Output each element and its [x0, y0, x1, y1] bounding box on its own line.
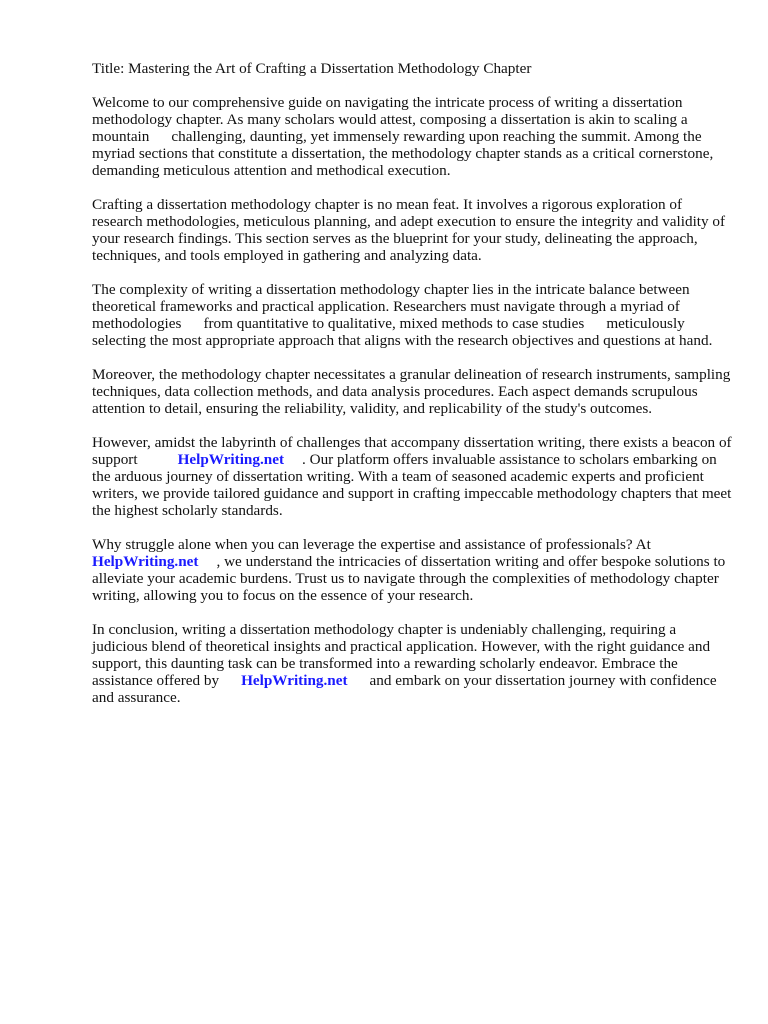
paragraph-conclusion	[92, 621, 732, 706]
document-title: Title: Mastering the Art of Crafting a Dissertation Methodology Chapter	[92, 60, 532, 77]
paragraph-complexity-part-b: from quantitative to qualitative, mixed methods to case studies	[203, 315, 585, 332]
paragraph-why-struggle-part-a: Why struggle alone when you can leverage the expertise and assistance of professionals? At	[92, 536, 651, 553]
paragraph-support-part-b: . Our platform offers invaluable assistance to scholars embarking on the arduous journey of dissertation writing. With a team of seasoned academic experts and proficient writers, we provide tailored guidance and support in crafting impeccable methodology chapters that meet the highest scholarly standards.	[92, 451, 732, 519]
paragraph-complexity	[92, 281, 732, 349]
paragraph-moreover: Moreover, the methodology chapter necessitates a granular delineation of research instruments, sampling techniques, data collection methods, and data analysis procedures. Each aspect demands scrupulous attention to detail, ensuring the reliability, validity, and replicability of the study's outcomes.	[92, 366, 731, 417]
paragraph-support-part-a: However, amidst the labyrinth of challenges that accompany dissertation writing, there exists a beacon of support	[92, 434, 732, 468]
helpwriting-link[interactable]: HelpWriting.net	[241, 672, 348, 689]
paragraph-intro-part-b: challenging, daunting, yet immensely rewarding upon reaching the summit. Among the myriad sections that constitute a dissertation, the methodology chapter stands as a critical cornerstone, demanding meticulous attention and methodical execution.	[92, 128, 714, 179]
paragraph-complexity-part-a: The complexity of writing a dissertation methodology chapter lies in the intricate balance between theoretical frameworks and practical application. Researchers must navigate through a myriad of methodologies	[92, 281, 690, 332]
helpwriting-link[interactable]: HelpWriting.net	[92, 553, 199, 570]
paragraph-intro	[92, 94, 732, 179]
document-body	[92, 60, 732, 723]
paragraph-conclusion-part-b: and embark on your dissertation journey with confidence and assurance.	[92, 672, 717, 706]
paragraph-support	[92, 434, 732, 519]
paragraph-complexity-part-c: meticulously selecting the most appropriate approach that aligns with the research objectives and questions at hand.	[92, 315, 713, 349]
helpwriting-link[interactable]: HelpWriting.net	[177, 451, 285, 468]
paragraph-intro-part-a: Welcome to our comprehensive guide on navigating the intricate process of writing a dissertation methodology chapter. As many scholars would attest, composing a dissertation is akin to scaling a mountain	[92, 94, 688, 145]
paragraph-why-struggle-part-b: , we understand the intricacies of dissertation writing and offer bespoke solutions to alleviate your academic burdens. Trust us to navigate through the complexities of methodology chapter writing, allowing you to focus on the essence of your research.	[92, 553, 726, 604]
paragraph-why-struggle	[92, 536, 732, 604]
paragraph-crafting: Crafting a dissertation methodology chapter is no mean feat. It involves a rigorous exploration of research methodologies, meticulous planning, and adept execution to ensure the integrity and validity of your research findings. This section serves as the blueprint for your study, delineating the approach, techniques, and tools employed in gathering and analyzing data.	[92, 196, 726, 264]
paragraph-conclusion-part-a: In conclusion, writing a dissertation methodology chapter is undeniably challenging, requiring a judicious blend of theoretical insights and practical application. However, with the right guidance and support, this daunting task can be transformed into a rewarding scholarly endeavor. Embrace the assistance offered by	[92, 621, 711, 689]
